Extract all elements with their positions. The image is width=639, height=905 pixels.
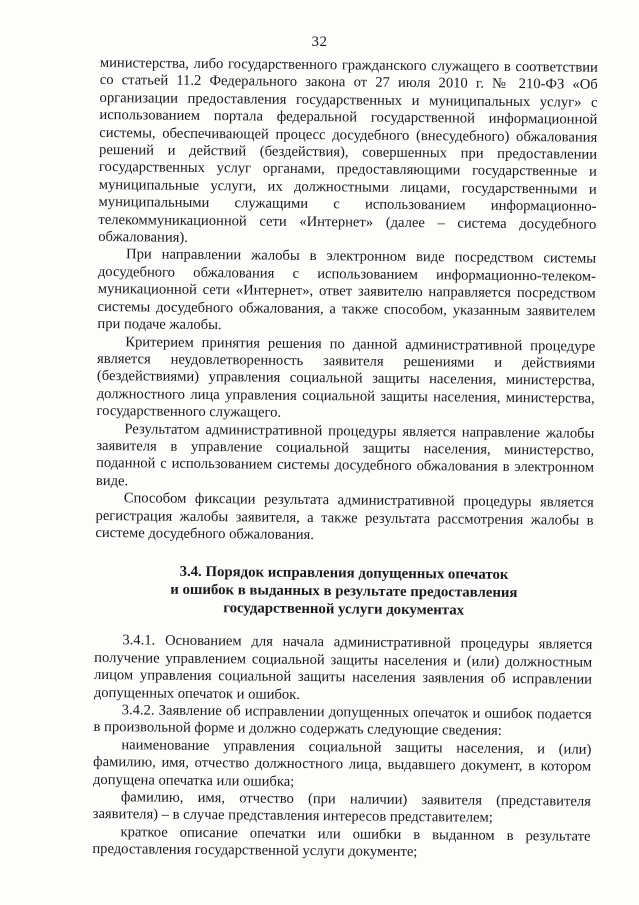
document-body xyxy=(92,55,598,863)
section-heading-line: государственной услуги документах xyxy=(223,600,465,619)
paragraph-decision-criterion: Критерием принятия решения по данной административной процедуре является неудовлетворенность заявителя решениями и действиями (бездействиями) управления социальной защиты населения, министерства, должностного лица управления социальной защиты населения, министерства, государственного служащего. xyxy=(96,333,596,421)
section-heading-line: 3.4. Порядок исправления допущенных опечаток xyxy=(179,564,509,584)
paragraph-electronic-complaint: При направлении жалобы в электронном виде посредством системы досудебного обжалования с использованием информационно-телеком-муникационной сети «Интернет», ответ заявителю направляется посредством системы досудебного обжалования, а также способом, указанным заявителем при подаче жалобы. xyxy=(97,246,597,334)
paragraph-procedure-result: Результатом административной процедуры является направление жалобы заявителя в управление социальной защиты населения, министерство, поданной с использованием системы досудебного обжалования в электронном виде. xyxy=(95,420,595,490)
paragraph-result-recording: Способом фиксации результата административной процедуры является регистрация жалобы заявителя, а также результата рассмотрения жалобы в системе досудебного обжалования. xyxy=(95,490,594,544)
section-heading-line: и ошибок в выданных в результате предоставления xyxy=(170,582,518,602)
paragraph-item-authority-name: наименование управления социальной защиты населения, и (или) фамилию, имя, отчество должностного лица, выдавшего документ, в котором допущена опечатка или ошибка; xyxy=(92,737,592,790)
paragraph-3-4-1: 3.4.1. Основанием для начала административной процедуры является получение управлением социальной защиты населения и (или) должностным лицом управления социальной защиты населения заявления об исправлении допущенных опечаток и ошибок. xyxy=(93,632,593,703)
paragraph-3-4-2: 3.4.2. Заявление об исправлении допущенных опечаток и ошибок подается в произвольной форме и должно содержать следующие сведения: xyxy=(93,702,592,740)
section-heading xyxy=(95,562,593,621)
paragraph-continuation: министерства, либо государственного гражданского служащего в соответствии со статьей 11.2 Федерального закона от 27 июля 2010 г. № 210-ФЗ «Об организации предоставления государственных и муниципальных услуг» с использованием портала федеральной государственной информационной системы, обеспечивающей процесс досудебного (внесудебного) обжалования решений и действий (бездействия), совершенных при предоставлении государственных услуг органами, предоставляющими государственные и муниципальные услуги, их должностными лицами, государственными и муниципальными служащими с использованием информационно-телекоммуникационной сети «Интернет» (далее – система досудебного обжалования). xyxy=(98,55,598,246)
paragraph-item-error-description: краткое описание опечатки или ошибки в выданном в результате предоставления государственной услуги документе; xyxy=(92,824,591,861)
page-number: 32 xyxy=(311,34,328,50)
paragraph-item-applicant-name: фамилию, имя, отчество (при наличии) заявителя (представителя заявителя) – в случае представления интересов представителем; xyxy=(92,789,591,827)
